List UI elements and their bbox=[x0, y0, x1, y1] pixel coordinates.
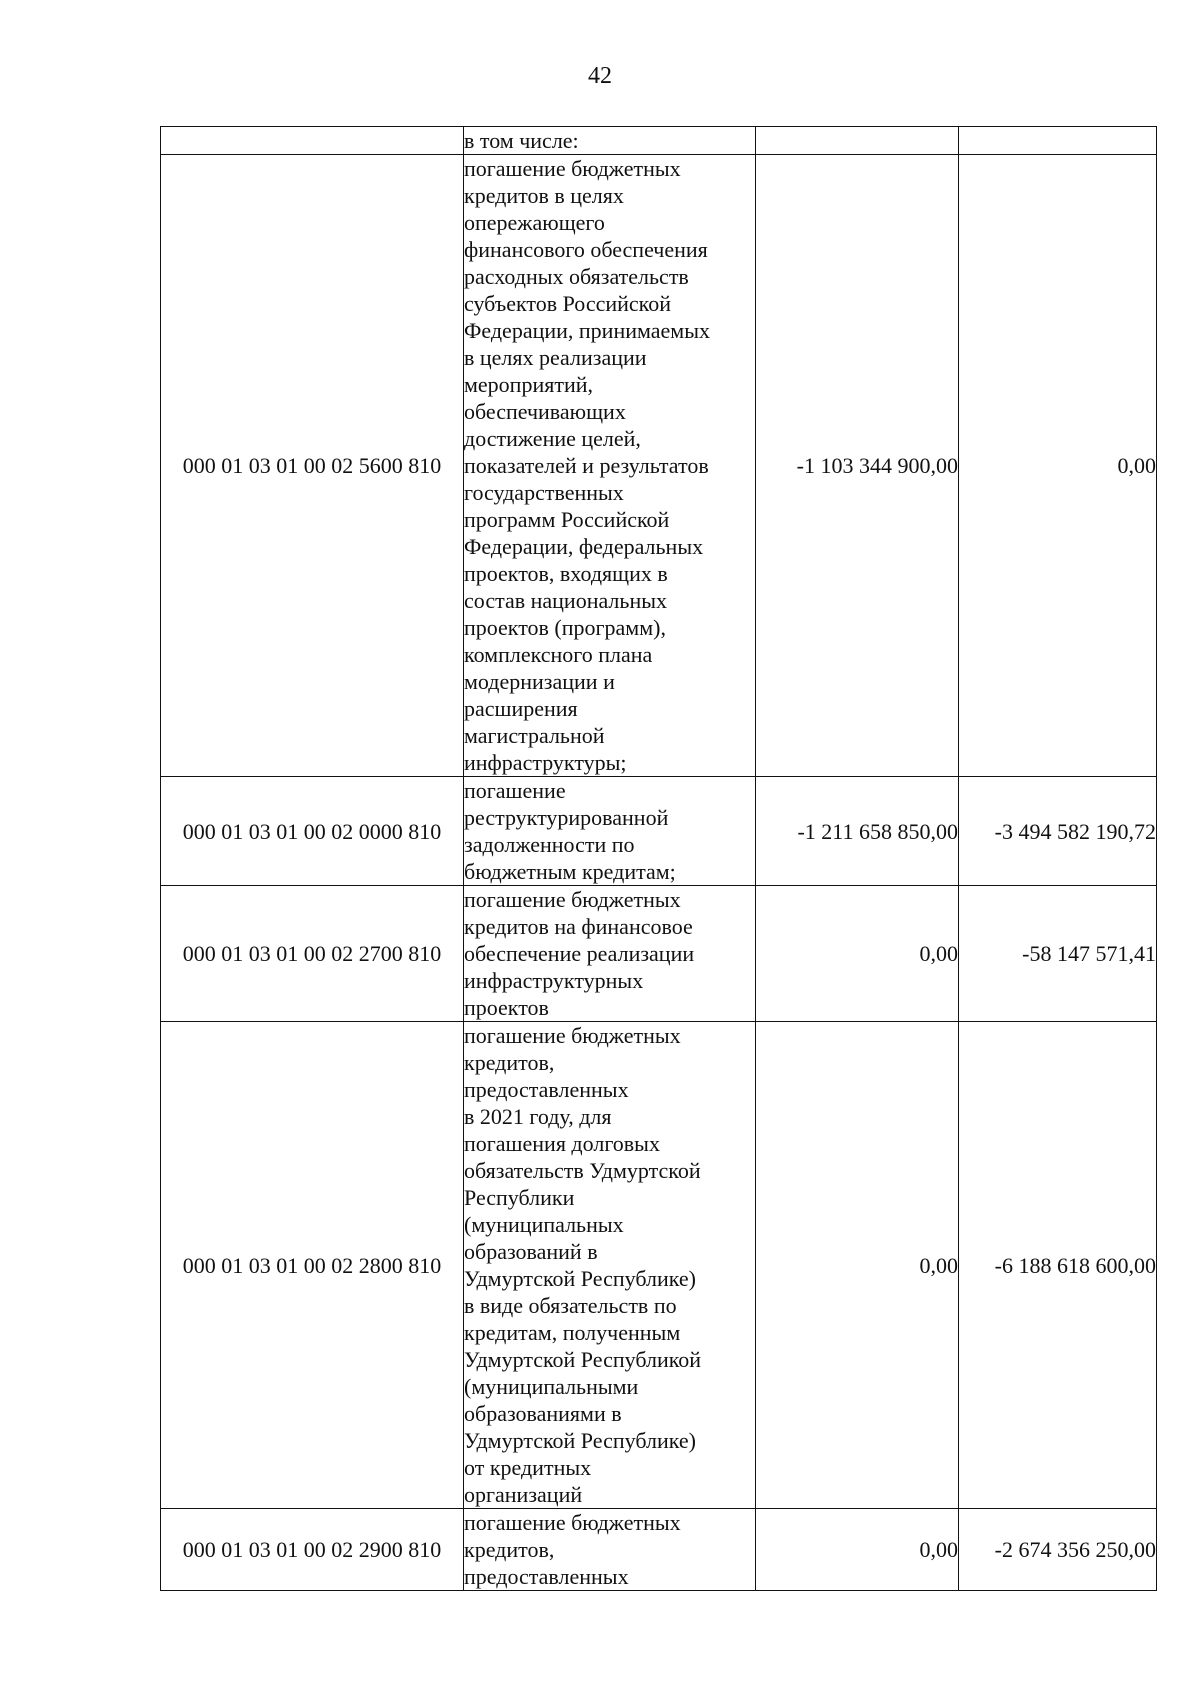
description-line: магистральной bbox=[464, 723, 605, 748]
description-line: Удмуртской Республике) bbox=[464, 1428, 696, 1453]
amount-cell-2: 0,00 bbox=[959, 155, 1157, 777]
description-line: проектов (программ), bbox=[464, 615, 666, 640]
amount-cell-1: 0,00 bbox=[756, 886, 959, 1022]
table-row bbox=[161, 155, 1157, 777]
table-row bbox=[161, 886, 1157, 1022]
description-line: в том числе: bbox=[464, 128, 579, 153]
amount-cell-2: -2 674 356 250,00 bbox=[959, 1509, 1157, 1591]
table-row bbox=[161, 1509, 1157, 1591]
description-line: обеспечивающих bbox=[464, 399, 626, 424]
description-line: бюджетным кредитам; bbox=[464, 859, 676, 884]
amount-cell-2: -58 147 571,41 bbox=[959, 886, 1157, 1022]
description-cell bbox=[464, 1022, 756, 1509]
amount-cell-2 bbox=[959, 127, 1157, 155]
amount-cell-2: -3 494 582 190,72 bbox=[959, 777, 1157, 886]
budget-code-cell bbox=[161, 127, 464, 155]
description-cell bbox=[464, 127, 756, 155]
description-line: предоставленных bbox=[464, 1077, 629, 1102]
description-line: кредитов, bbox=[464, 1537, 555, 1562]
table-row bbox=[161, 1022, 1157, 1509]
description-line: организаций bbox=[464, 1482, 583, 1507]
description-line: в виде обязательств по bbox=[464, 1293, 677, 1318]
description-line: реструктурированной bbox=[464, 805, 669, 830]
description-line: погашение бюджетных bbox=[464, 1023, 681, 1048]
description-line: образованиями в bbox=[464, 1401, 622, 1426]
amount-cell-1: 0,00 bbox=[756, 1509, 959, 1591]
description-line: погашение bbox=[464, 778, 566, 803]
description-line: в целях реализации bbox=[464, 345, 647, 370]
page-number: 42 bbox=[588, 63, 612, 89]
description-line: в 2021 году, для bbox=[464, 1104, 612, 1129]
amount-cell-2: -6 188 618 600,00 bbox=[959, 1022, 1157, 1509]
description-line: достижение целей, bbox=[464, 426, 641, 451]
budget-code-cell: 000 01 03 01 00 02 2700 810 bbox=[161, 886, 464, 1022]
description-line: обеспечение реализации bbox=[464, 941, 695, 966]
description-line: показателей и результатов bbox=[464, 453, 709, 478]
description-line: погашение бюджетных bbox=[464, 1510, 681, 1535]
description-line: задолженности по bbox=[464, 832, 635, 857]
description-line: образований в bbox=[464, 1239, 598, 1264]
amount-cell-1: 0,00 bbox=[756, 1022, 959, 1509]
description-cell bbox=[464, 886, 756, 1022]
description-line: инфраструктуры; bbox=[464, 750, 627, 775]
description-line: погашение бюджетных bbox=[464, 887, 681, 912]
description-line: кредитам, полученным bbox=[464, 1320, 681, 1345]
description-line: предоставленных bbox=[464, 1564, 629, 1589]
description-line: состав национальных bbox=[464, 588, 667, 613]
description-line: модернизации и bbox=[464, 669, 615, 694]
description-line: расширения bbox=[464, 696, 578, 721]
amount-cell-1: -1 103 344 900,00 bbox=[756, 155, 959, 777]
description-line: (муниципальными bbox=[464, 1374, 639, 1399]
description-line: Республики bbox=[464, 1185, 575, 1210]
description-line: Федерации, федеральных bbox=[464, 534, 704, 559]
description-line: инфраструктурных bbox=[464, 968, 644, 993]
description-line: обязательств Удмуртской bbox=[464, 1158, 701, 1183]
description-line: проектов, входящих в bbox=[464, 561, 668, 586]
description-line: погашение бюджетных bbox=[464, 156, 681, 181]
budget-code-cell: 000 01 03 01 00 02 0000 810 bbox=[161, 777, 464, 886]
description-line: государственных bbox=[464, 480, 624, 505]
budget-code-cell: 000 01 03 01 00 02 2800 810 bbox=[161, 1022, 464, 1509]
budget-code-cell: 000 01 03 01 00 02 2900 810 bbox=[161, 1509, 464, 1591]
table-row bbox=[161, 127, 1157, 155]
description-line: погашения долговых bbox=[464, 1131, 660, 1156]
budget-code-cell: 000 01 03 01 00 02 5600 810 bbox=[161, 155, 464, 777]
amount-cell-1: -1 211 658 850,00 bbox=[756, 777, 959, 886]
description-cell bbox=[464, 155, 756, 777]
description-line: проектов bbox=[464, 995, 549, 1020]
description-line: расходных обязательств bbox=[464, 264, 689, 289]
budget-table bbox=[160, 126, 1157, 1591]
description-line: программ Российской bbox=[464, 507, 670, 532]
description-cell bbox=[464, 777, 756, 886]
description-line: от кредитных bbox=[464, 1455, 592, 1480]
description-cell bbox=[464, 1509, 756, 1591]
description-line: кредитов в целях bbox=[464, 183, 624, 208]
description-line: субъектов Российской bbox=[464, 291, 672, 316]
description-line: кредитов на финансовое bbox=[464, 914, 693, 939]
description-line: кредитов, bbox=[464, 1050, 555, 1075]
description-line: Удмуртской Республикой bbox=[464, 1347, 702, 1372]
description-line: мероприятий, bbox=[464, 372, 594, 397]
table-row bbox=[161, 777, 1157, 886]
budget-table-body bbox=[161, 127, 1157, 1591]
description-line: (муниципальных bbox=[464, 1212, 624, 1237]
description-line: комплексного плана bbox=[464, 642, 653, 667]
description-line: Федерации, принимаемых bbox=[464, 318, 710, 343]
description-line: финансового обеспечения bbox=[464, 237, 708, 262]
description-line: опережающего bbox=[464, 210, 605, 235]
amount-cell-1 bbox=[756, 127, 959, 155]
description-line: Удмуртской Республике) bbox=[464, 1266, 696, 1291]
